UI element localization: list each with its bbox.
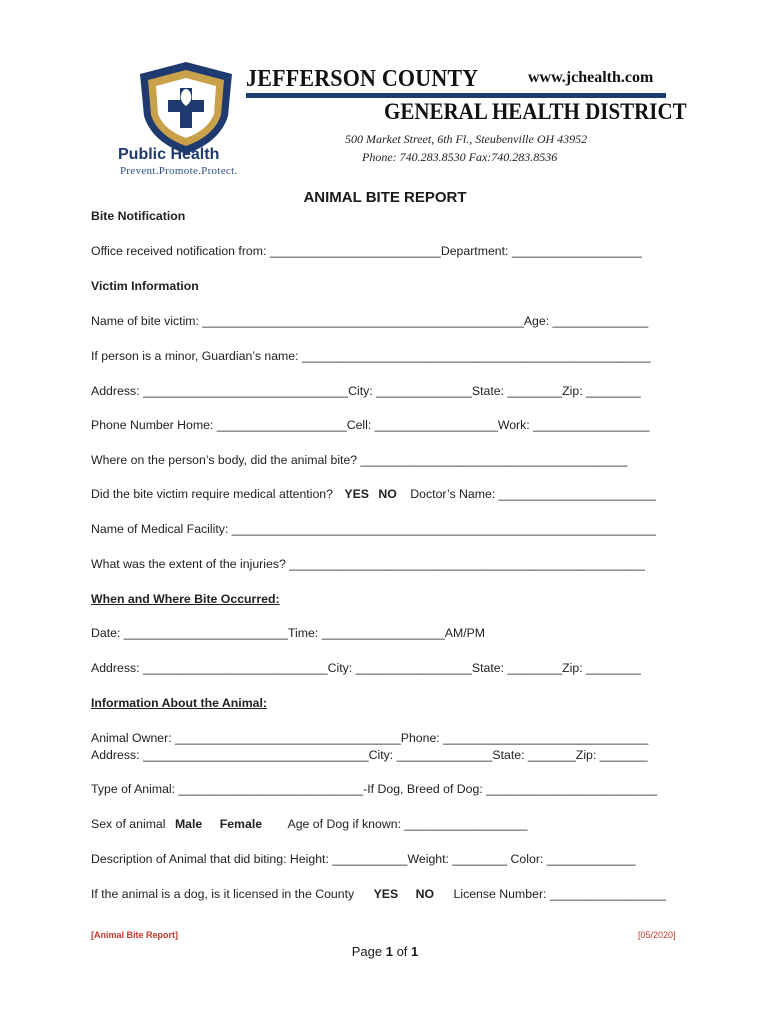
incident-address-line[interactable]: Address: ___________________________City: _________________State: ________Zip: ________ [91,661,641,675]
license-number-field[interactable]: License Number: _________________ [453,887,667,901]
guardian-name-line[interactable]: If person is a minor, Guardian’s name: ___________________________________________________ [91,349,651,363]
medical-yes-option[interactable]: YES [344,487,369,501]
license-question: If the animal is a dog, is it licensed in the County [91,887,355,901]
bite-location-line[interactable]: Where on the person’s body, did the animal bite? _______________________________________ [91,453,628,467]
footer-form-name: [Animal Bite Report] [91,930,179,940]
animal-description-line[interactable]: Description of Animal that did biting: Height: ___________Weight: ________ Color: _____________ [91,852,636,866]
public-health-shield-logo [136,60,236,156]
license-no-option[interactable]: NO [415,887,435,901]
victim-address-line[interactable]: Address: ______________________________City: ______________State: ________Zip: ________ [91,384,641,398]
doctor-name-field[interactable]: Doctor’s Name: _______________________ [410,487,656,501]
owner-address-line[interactable]: Address: _________________________________City: ______________State: _______Zip: _______ [91,748,648,762]
logo-caption: Public Health [118,146,220,163]
office-notification-line[interactable]: Office received notification from: _________________________Department: ___________________ [91,244,642,258]
logo-tagline: Prevent.Promote.Protect. [120,165,238,177]
animal-sex-line [91,817,528,831]
medical-no-option[interactable]: NO [378,487,397,501]
website: www.jchealth.com [528,69,654,86]
phone-fax-text: Phone: 740.283.8530 Fax:740.283.8536 [362,150,558,164]
sex-label: Sex of animal [91,817,166,831]
county-name: JEFFERSON COUNTY [246,64,479,92]
section-when-where: When and Where Bite Occurred: [91,592,280,606]
address-text: 500 Market Street, 6th Fl., Steubenville OH 43952 [345,132,588,146]
page-number: Page 1 of 1 [351,944,419,959]
injury-extent-line[interactable]: What was the extent of the injuries? ____________________________________________________ [91,557,645,571]
section-victim-information: Victim Information [91,279,199,293]
date-time-line[interactable]: Date: ________________________Time: __________________AM/PM [91,626,486,640]
section-bite-notification: Bite Notification [91,209,186,223]
animal-owner-line[interactable]: Animal Owner: _________________________________Phone: ______________________________ [91,731,649,745]
section-animal-info: Information About the Animal: [91,696,268,710]
victim-name-line[interactable]: Name of bite victim: _______________________________________________Age: ______________ [91,314,649,328]
medical-attention-line [91,487,656,501]
animal-type-line[interactable]: Type of Animal: ___________________________-If Dog, Breed of Dog: _________________________ [91,782,658,796]
district-name: GENERAL HEALTH DISTRICT [384,98,687,125]
dog-age-field[interactable]: Age of Dog if known: __________________ [287,817,528,831]
form-title: ANIMAL BITE REPORT [303,189,467,206]
license-line [91,887,666,901]
medical-facility-line[interactable]: Name of Medical Facility: ______________________________________________________________ [91,522,656,536]
male-option[interactable]: Male [174,817,203,831]
license-yes-option[interactable]: YES [373,887,399,901]
female-option[interactable]: Female [219,817,263,831]
medical-attention-question: Did the bite victim require medical attention? [91,487,333,501]
victim-phone-line[interactable]: Phone Number Home: ___________________Cell: __________________Work: _________________ [91,418,650,432]
footer-date: [05/2020] [638,930,676,940]
